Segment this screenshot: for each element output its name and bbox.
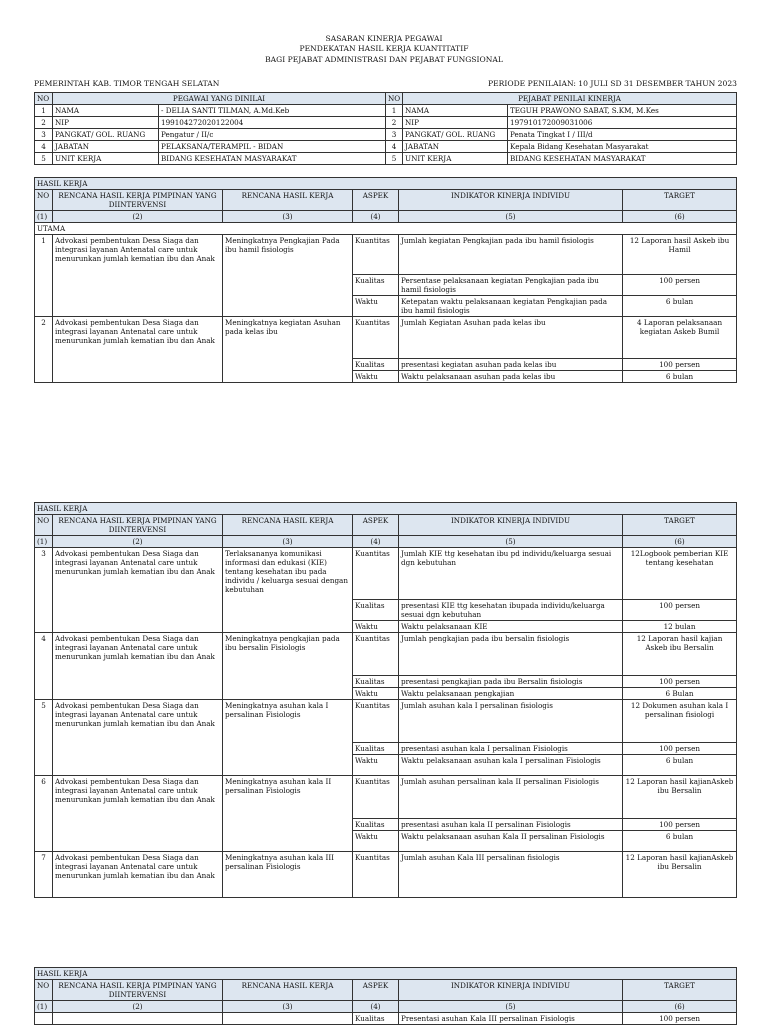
indikator-waktu: Waktu pelaksanaan KIE <box>399 621 623 633</box>
column-headers <box>35 980 737 1001</box>
row-no: 1 <box>35 105 53 117</box>
pegawai-row <box>35 105 737 117</box>
row-value-2: TEGUH PRAWONO SABAT, S.KM, M.Kes <box>508 105 737 117</box>
table-row <box>35 317 737 359</box>
table-row <box>35 1013 737 1025</box>
utama-label: UTAMA <box>35 223 737 235</box>
row-label: NAMA <box>53 105 159 117</box>
row-label-2: NIP <box>403 117 508 129</box>
row-label: JABATAN <box>53 141 159 153</box>
indikator-kualitas: presentasi pengkajian pada ibu Bersalin fisiologis <box>399 676 623 688</box>
target-waktu: 6 bulan <box>623 831 737 852</box>
col-num: (6) <box>623 536 737 548</box>
aspek-kualitas: Kualitas <box>353 275 399 296</box>
item-rencana: Meningkatnya asuhan kala II persalinan Fisiologis <box>223 776 353 852</box>
col-num: (3) <box>223 536 353 548</box>
row-value: PELAKSANA/TERAMPIL - BIDAN <box>159 141 386 153</box>
col-intervensi: RENCANA HASIL KERJA PIMPINAN YANG DIINTERVENSI <box>53 515 223 536</box>
target-kualitas: 100 persen <box>623 743 737 755</box>
indikator-kuantitas: Jumlah asuhan Kala III persalinan fisiologis <box>399 852 623 898</box>
section-hasil-kerja <box>35 503 737 515</box>
row-no-2: 3 <box>386 129 403 141</box>
target-kuantitas: 4 Laporan pelaksanaan kegiatan Askeb Bumil <box>623 317 737 359</box>
item-no <box>35 1013 53 1025</box>
row-no-2: 4 <box>386 141 403 153</box>
indikator-waktu: Waktu pelaksanaan asuhan Kala II persalinan Fisiologis <box>399 831 623 852</box>
row-label-2: PANGKAT/ GOL. RUANG <box>403 129 508 141</box>
row-no: 4 <box>35 141 53 153</box>
item-no: 3 <box>35 548 53 633</box>
pegawai-header <box>35 93 737 105</box>
indikator-kuantitas: Jumlah asuhan persalinan kala II persalinan Fisiologis <box>399 776 623 819</box>
item-intervensi: Advokasi pembentukan Desa Siaga dan integrasi layanan Antenatal care untuk menurunkan jumlah kematian ibu dan Anak <box>53 317 223 383</box>
aspek-kualitas: Kualitas <box>353 359 399 371</box>
aspek-kuantitas: Kuantitas <box>353 700 399 743</box>
table-row <box>35 548 737 600</box>
target-kuantitas: 12 Laporan hasil kajianAskeb ibu Bersalin <box>623 776 737 819</box>
indikator-waktu: Ketepatan waktu pelaksanaan kegiatan Pengkajian pada ibu hamil fisiologis <box>399 296 623 317</box>
col-num: (5) <box>399 1001 623 1013</box>
indikator-kualitas: Persentase pelaksanaan kegiatan Pengkajian pada ibu hamil fisiologis <box>399 275 623 296</box>
aspek-waktu: Waktu <box>353 831 399 852</box>
row-value: 199104272020122004 <box>159 117 386 129</box>
col-aspek: ASPEK <box>353 515 399 536</box>
indikator-kualitas: presentasi asuhan kala II persalinan Fisiologis <box>399 819 623 831</box>
item-no: 6 <box>35 776 53 852</box>
col-num: (2) <box>53 536 223 548</box>
row-no-2: 2 <box>386 117 403 129</box>
target-kualitas: 100 persen <box>623 819 737 831</box>
col-rencana: RENCANA HASIL KERJA <box>223 980 353 1001</box>
col-no: NO <box>35 190 53 211</box>
item-no: 5 <box>35 700 53 776</box>
item-rencana: Meningkatnya pengkajian pada ibu bersalin Fisiologis <box>223 633 353 700</box>
row-no: 3 <box>35 129 53 141</box>
aspek-kualitas: Kualitas <box>353 1013 399 1025</box>
row-value-2: 197910172009031006 <box>508 117 737 129</box>
aspek-waktu: Waktu <box>353 755 399 776</box>
target-waktu: 6 Bulan <box>623 688 737 700</box>
periode: PERIODE PENILAIAN: 10 JULI SD 31 DESEMBER TAHUN 2023 <box>488 79 737 88</box>
item-no: 1 <box>35 235 53 317</box>
indikator-kualitas: Presentasi asuhan Kala III persalinan Fisiologis <box>399 1013 623 1025</box>
col-indikator: INDIKATOR KINERJA INDIVIDU <box>399 515 623 536</box>
col-num: (4) <box>353 211 399 223</box>
col-num: (3) <box>223 1001 353 1013</box>
target-kuantitas: 12 Laporan hasil kajianAskeb ibu Bersalin <box>623 852 737 898</box>
aspek-waktu: Waktu <box>353 296 399 317</box>
target-kuantitas: 12 Laporan hasil Askeb ibu Hamil <box>623 235 737 275</box>
pegawai-row <box>35 153 737 165</box>
aspek-kuantitas: Kuantitas <box>353 633 399 676</box>
col-rencana: RENCANA HASIL KERJA <box>223 515 353 536</box>
row-label-2: JABATAN <box>403 141 508 153</box>
pegawai-row <box>35 141 737 153</box>
item-rencana: Meningkatnya kegiatan Asuhan pada kelas ibu <box>223 317 353 383</box>
aspek-kualitas: Kualitas <box>353 676 399 688</box>
row-value: BIDANG KESEHATAN MASYARAKAT <box>159 153 386 165</box>
item-rencana: Meningkatnya Pengkajian Pada ibu hamil fisiologis <box>223 235 353 317</box>
aspek-waktu: Waktu <box>353 371 399 383</box>
table-row <box>35 235 737 275</box>
instansi: PEMERINTAH KAB. TIMOR TENGAH SELATAN <box>34 79 220 88</box>
item-rencana: Meningkatnya asuhan kala III persalinan Fisiologis <box>223 852 353 898</box>
item-rencana: Meningkatnya asuhan kala I persalinan Fisiologis <box>223 700 353 776</box>
col-intervensi: RENCANA HASIL KERJA PIMPINAN YANG DIINTERVENSI <box>53 980 223 1001</box>
item-no: 2 <box>35 317 53 383</box>
target-kuantitas: 12 Laporan hasil kajian Askeb ibu Bersalin <box>623 633 737 676</box>
col-indikator: INDIKATOR KINERJA INDIVIDU <box>399 980 623 1001</box>
target-kualitas: 100 persen <box>623 600 737 621</box>
col-target: TARGET <box>623 980 737 1001</box>
row-label: PANGKAT/ GOL. RUANG <box>53 129 159 141</box>
table-row <box>35 633 737 676</box>
col-num: (4) <box>353 536 399 548</box>
row-label: UNIT KERJA <box>53 153 159 165</box>
target-kualitas: 100 persen <box>623 1013 737 1025</box>
target-kualitas: 100 persen <box>623 275 737 296</box>
section-label: HASIL KERJA <box>35 503 737 515</box>
aspek-kualitas: Kualitas <box>353 743 399 755</box>
pegawai-row <box>35 129 737 141</box>
item-intervensi <box>53 1013 223 1025</box>
table-row <box>35 776 737 819</box>
section-label: HASIL KERJA <box>35 178 737 190</box>
col-no: NO <box>35 515 53 536</box>
section-hasil-kerja <box>35 968 737 980</box>
item-intervensi: Advokasi pembentukan Desa Siaga dan integrasi layanan Antenatal care untuk menurunkan jumlah kematian ibu dan Anak <box>53 633 223 700</box>
no-label: NO <box>35 93 53 105</box>
indikator-waktu: Waktu pelaksanaan pengkajian <box>399 688 623 700</box>
table-row <box>35 700 737 743</box>
col-aspek: ASPEK <box>353 190 399 211</box>
section-label: HASIL KERJA <box>35 968 737 980</box>
row-label-2: NAMA <box>403 105 508 117</box>
item-rencana: Terlaksananya komunikasi informasi dan edukasi (KIE) tentang kesehatan ibu pada individu / keluarga sesuai dengan kebutuhan <box>223 548 353 633</box>
item-intervensi: Advokasi pembentukan Desa Siaga dan integrasi layanan Antenatal care untuk menurunkan jumlah kematian ibu dan Anak <box>53 852 223 898</box>
col-num: (1) <box>35 536 53 548</box>
col-rencana: RENCANA HASIL KERJA <box>223 190 353 211</box>
pejabat-penilai-header: PEJABAT PENILAI KINERJA <box>403 93 737 105</box>
pegawai-row <box>35 117 737 129</box>
hasil-kerja-table-2 <box>34 502 737 898</box>
target-waktu: 12 bulan <box>623 621 737 633</box>
hasil-kerja-table-3 <box>34 967 737 1025</box>
table-row <box>35 852 737 898</box>
col-num: (1) <box>35 1001 53 1013</box>
indikator-kualitas: presentasi KIE ttg kesehatan ibupada individu/keluarga sesuai dgn kebutuhan <box>399 600 623 621</box>
col-num: (3) <box>223 211 353 223</box>
indikator-kualitas: presentasi asuhan kala I persalinan Fisiologis <box>399 743 623 755</box>
item-no: 7 <box>35 852 53 898</box>
indikator-kuantitas: Jumlah Kegiatan Asuhan pada kelas ibu <box>399 317 623 359</box>
col-indikator: INDIKATOR KINERJA INDIVIDU <box>399 190 623 211</box>
row-value-2: BIDANG KESEHATAN MASYARAKAT <box>508 153 737 165</box>
no-label-2: NO <box>386 93 403 105</box>
aspek-kualitas: Kualitas <box>353 819 399 831</box>
column-numbers <box>35 1001 737 1013</box>
indikator-waktu: Waktu pelaksanaan asuhan pada kelas ibu <box>399 371 623 383</box>
indikator-kuantitas: Jumlah pengkajian pada ibu bersalin fisiologis <box>399 633 623 676</box>
aspek-waktu: Waktu <box>353 621 399 633</box>
section-utama <box>35 223 737 235</box>
row-label: NIP <box>53 117 159 129</box>
row-no: 2 <box>35 117 53 129</box>
doc-title-1: SASARAN KINERJA PEGAWAI <box>325 34 443 43</box>
target-waktu: 6 bulan <box>623 296 737 317</box>
target-kualitas: 100 persen <box>623 359 737 371</box>
col-num: (1) <box>35 211 53 223</box>
col-aspek: ASPEK <box>353 980 399 1001</box>
target-kuantitas: 12Logbook pemberian KIE tentang kesehatan <box>623 548 737 600</box>
column-numbers <box>35 211 737 223</box>
hasil-kerja-table-1 <box>34 177 737 383</box>
aspek-waktu: Waktu <box>353 688 399 700</box>
item-no: 4 <box>35 633 53 700</box>
col-num: (2) <box>53 211 223 223</box>
row-value-2: Penata Tingkat I / III/d <box>508 129 737 141</box>
col-num: (2) <box>53 1001 223 1013</box>
col-num: (4) <box>353 1001 399 1013</box>
col-num: (5) <box>399 211 623 223</box>
row-no-2: 5 <box>386 153 403 165</box>
column-headers <box>35 515 737 536</box>
aspek-kuantitas: Kuantitas <box>353 776 399 819</box>
pegawai-table <box>34 92 737 165</box>
column-headers <box>35 190 737 211</box>
row-value-2: Kepala Bidang Kesehatan Masyarakat <box>508 141 737 153</box>
indikator-kualitas: presentasi kegiatan asuhan pada kelas ibu <box>399 359 623 371</box>
row-value: - DELIA SANTI TILMAN, A.Md.Keb <box>159 105 386 117</box>
col-target: TARGET <box>623 190 737 211</box>
aspek-kuantitas: Kuantitas <box>353 317 399 359</box>
item-intervensi: Advokasi pembentukan Desa Siaga dan integrasi layanan Antenatal care untuk menurunkan jumlah kematian ibu dan Anak <box>53 776 223 852</box>
column-numbers <box>35 536 737 548</box>
target-kuantitas: 12 Dokumen asuhan kala I persalinan fisiologi <box>623 700 737 743</box>
pegawai-dinilai-header: PEGAWAI YANG DINILAI <box>53 93 386 105</box>
row-value: Pengatur / II/c <box>159 129 386 141</box>
item-intervensi: Advokasi pembentukan Desa Siaga dan integrasi layanan Antenatal care untuk menurunkan jumlah kematian ibu dan Anak <box>53 548 223 633</box>
target-waktu: 6 bulan <box>623 371 737 383</box>
indikator-kuantitas: Jumlah kegiatan Pengkajian pada ibu hamil fisiologis <box>399 235 623 275</box>
aspek-kuantitas: Kuantitas <box>353 235 399 275</box>
aspek-kuantitas: Kuantitas <box>353 852 399 898</box>
row-no-2: 1 <box>386 105 403 117</box>
aspek-kuantitas: Kuantitas <box>353 548 399 600</box>
col-num: (5) <box>399 536 623 548</box>
item-rencana <box>223 1013 353 1025</box>
indikator-waktu: Waktu pelaksanaan asuhan kala I persalinan Fisiologis <box>399 755 623 776</box>
row-no: 5 <box>35 153 53 165</box>
doc-title-2: PENDEKATAN HASIL KERJA KUANTITATIF <box>299 44 469 53</box>
item-intervensi: Advokasi pembentukan Desa Siaga dan integrasi layanan Antenatal care untuk menurunkan jumlah kematian ibu dan Anak <box>53 235 223 317</box>
row-label-2: UNIT KERJA <box>403 153 508 165</box>
target-waktu: 6 bulan <box>623 755 737 776</box>
target-kualitas: 100 persen <box>623 676 737 688</box>
item-intervensi: Advokasi pembentukan Desa Siaga dan integrasi layanan Antenatal care untuk menurunkan jumlah kematian ibu dan Anak <box>53 700 223 776</box>
indikator-kuantitas: Jumlah KIE ttg kesehatan ibu pd individu/keluarga sesuai dgn kebutuhan <box>399 548 623 600</box>
col-num: (6) <box>623 1001 737 1013</box>
col-no: NO <box>35 980 53 1001</box>
col-intervensi: RENCANA HASIL KERJA PIMPINAN YANG DIINTERVENSI <box>53 190 223 211</box>
col-num: (6) <box>623 211 737 223</box>
aspek-kualitas: Kualitas <box>353 600 399 621</box>
doc-title-3: BAGI PEJABAT ADMINISTRASI DAN PEJABAT FUNGSIONAL <box>265 55 503 64</box>
indikator-kuantitas: Jumlah asuhan kala I persalinan fisiologis <box>399 700 623 743</box>
col-target: TARGET <box>623 515 737 536</box>
section-hasil-kerja <box>35 178 737 190</box>
